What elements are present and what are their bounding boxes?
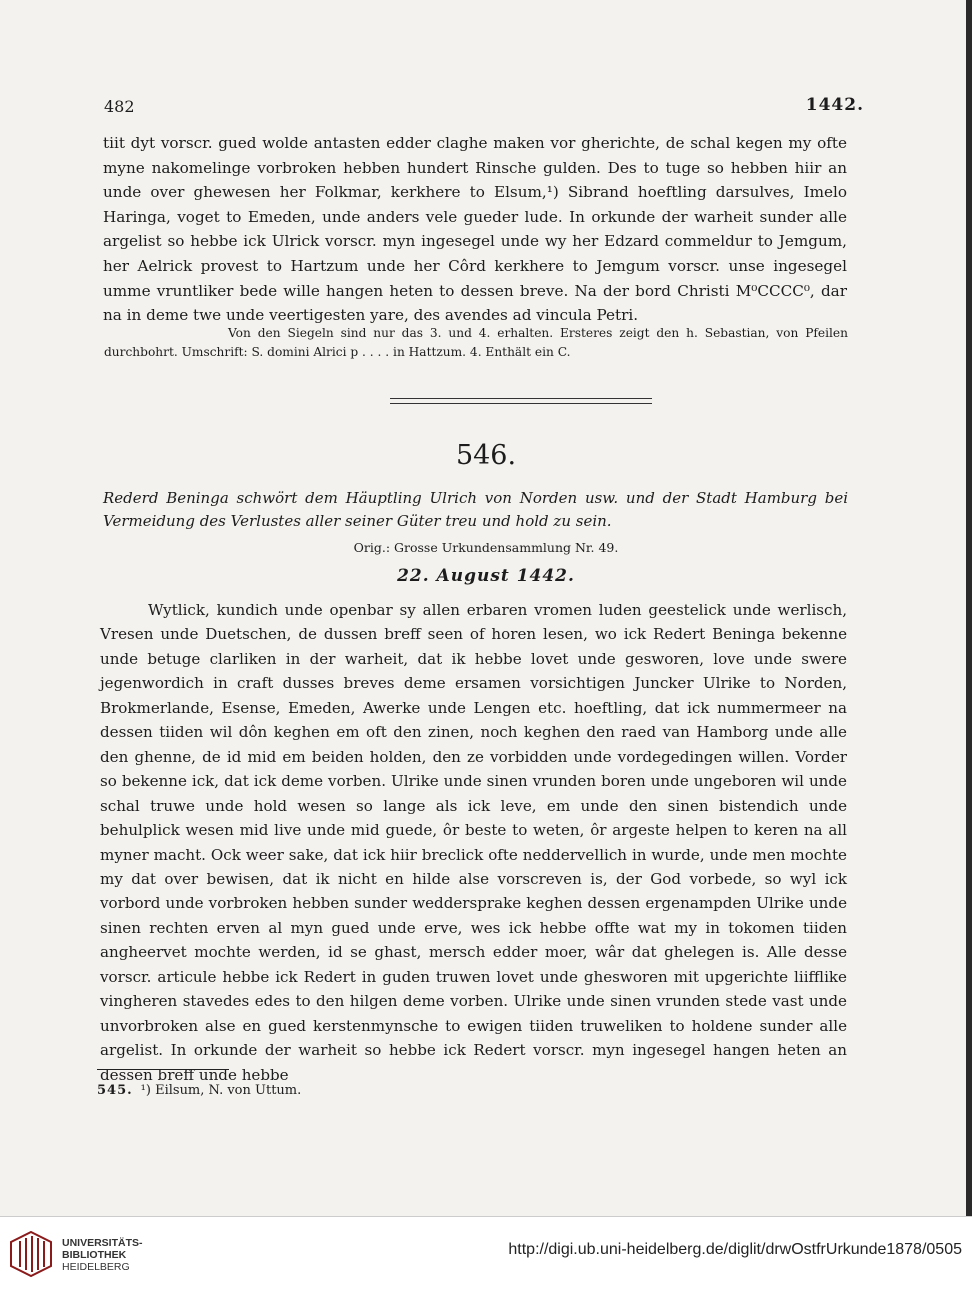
footnote-number: 545. — [97, 1083, 133, 1098]
permalink-url[interactable]: http://digi.ub.uni-heidelberg.de/diglit/drwOstfrUrkunde1878/0505 — [508, 1241, 962, 1258]
library-name[interactable] — [62, 1237, 143, 1273]
library-logo-icon[interactable] — [8, 1229, 54, 1279]
seal-note: Von den Siegeln sind nur das 3. und 4. erhalten. Ersteres zeigt den h. Sebastian, von Pfeilen durchbohrt. Umschrift: S. domini Alrici p . . . . in Hattzum. 4. Enthält ein C. — [104, 326, 848, 359]
scan-edge — [966, 0, 972, 1216]
library-line-3: HEIDELBERG — [62, 1261, 130, 1273]
paragraph-2: Wytlick, kundich unde openbar sy allen erbaren vromen luden geestelick unde werlisch, Vresen unde Duetschen, de dussen breff seen of horen lesen, wo ick Redert Beninga bekenne unde betuge clarliken in der warheit, dat ik hebbe lovet unde gesworen, love unde swere jegenwordich in craft dusses breves deme ersamen vorsichtigen Juncker Ulrike to Norden, Brokmerlande, Esense, Emeden, Awerke unde Lengen etc. hoeftling, dat ick nummermeer na dessen tiiden wil dôn keghen em oft den zinen, noch keghen den raed van Hamborg unde alle den ghenne, de id mid em beiden holden, den ze vorbidden unde vordegedingen willen. Vorder so bekenne ick, dat ick deme vorben. Ulrike unde sinen vrunden boren unde ungeboren wil unde schal truwe unde hold wesen so lange als ick leve, em unde den sinen bistendich unde behulplick wesen mid live unde mid guede, ôr beste to weten, ôr argeste helpen to keren na all myner macht. Ock weer sake, dat ick hiir breclick ofte neddervellich in wurde, unde men mochte my dat over bewisen, dat ik nicht en hilde alse vorscreven is, der God vorbede, so wyl ick vorbord unde vorbroken hebben sunder weddersprake keghen dessen ergenampden Ulrike unde sinen rechten erven al myn gued unde erve, wes ick hebbe offte wat my in tokomen tiiden angheervet mochte werden, id se ghast, mersch edder moer, wâr dat ghelegen is. Alle desse vorscr. articule hebbe ick Redert in guden truwen lovet unde ghesworen mit upgerichte liifflike vingheren stavedes edes to den hilgen deme vorben. Ulrike unde sinen vrunden stede vast unde unvorbroken alse en gued kerstenmynsche to ewigen tiiden truweliken to holdene sunder alle argelist. In orkunde der warheit so hebbe ick Redert vorscr. myn ingesegel hangen heten an dessen breff unde hebbe — [100, 601, 847, 1084]
section-divider — [390, 403, 652, 404]
library-footer — [0, 1216, 972, 1289]
document-title: Rederd Beninga schwört dem Häuptling Ulrich von Norden usw. und der Stadt Hamburg bei Vermeidung des Verlustes aller seiner Güter treu und hold zu sein. — [103, 489, 848, 530]
document-source: Orig.: Grosse Urkundensammlung Nr. 49. — [353, 540, 619, 555]
document-number: 546. — [455, 440, 517, 471]
section-divider — [390, 398, 652, 399]
page-number: 482 — [104, 97, 135, 116]
running-year: 1442. — [805, 95, 864, 115]
paragraph-1: tiit dyt vorscr. gued wolde antasten edder claghe maken vor gherichte, de schal kegen my ofte myne nakomelinge vorbroken hebben hundert Rinsche gulden. Des to tuge so hebben hiir an unde over ghewesen her Folkmar, kerkhere to Elsum,¹) Sibrand hoeftling darsulves, Imelo Haringa, voget to Emeden, unde anders vele gueder lude. In orkunde der warheit sunder alle argelist so hebbe ick Ulrick vorscr. myn ingesegel unde wy her Edzard commeldur to Jemgum, her Aelrick provest to Hartzum unde her Côrd kerkhere to Jemgum vorscr. unse ingesegel umme vruntliker bede wille hangen heten to dessen breve. Na der bord Christi M⁰CCCC⁰, dar na in deme twe unde veertigesten yare, des avendes ad vincula Petri. — [103, 134, 847, 325]
library-line-1: UNIVERSITÄTS- — [62, 1237, 143, 1249]
footnote-rule — [97, 1069, 229, 1070]
document-date: 22. August 1442. — [397, 566, 575, 586]
footnote-text: ¹) Eilsum, N. von Uttum. — [140, 1083, 302, 1098]
footnote — [97, 1083, 301, 1098]
library-line-2: BIBLIOTHEK — [62, 1249, 127, 1261]
